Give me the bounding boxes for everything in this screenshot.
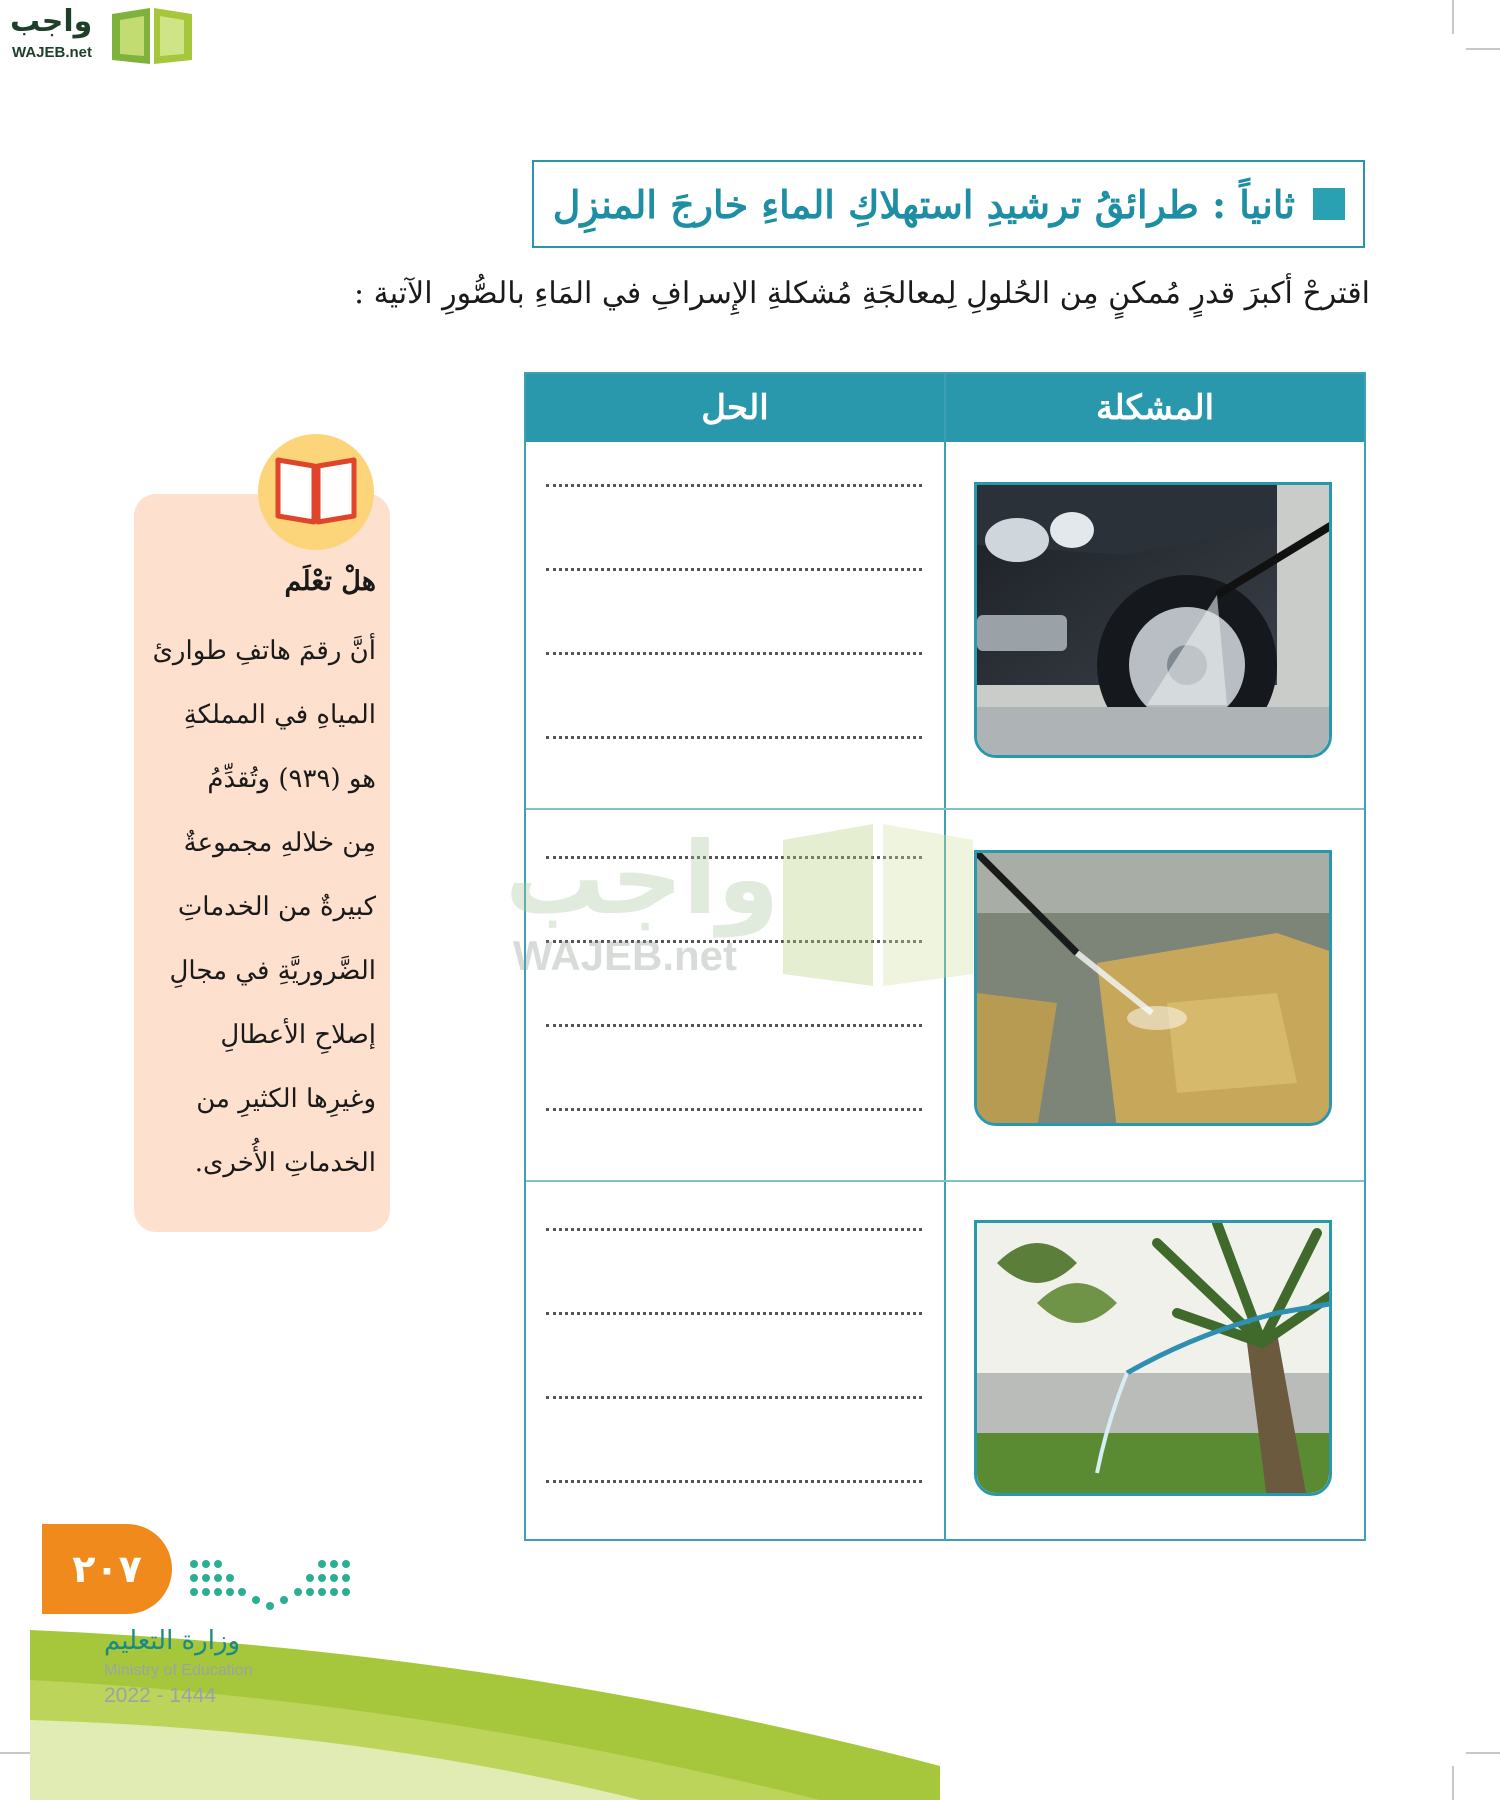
answer-line[interactable] (546, 568, 922, 571)
answer-line[interactable] (546, 1480, 922, 1483)
watermark-arabic: واجب (505, 820, 780, 937)
edition-year: 2022 - 1444 (104, 1684, 217, 1707)
did-you-know-line: كبيرةٌ من الخدماتِ (177, 892, 376, 922)
did-you-know-badge (258, 434, 374, 550)
answer-line[interactable] (546, 1024, 922, 1027)
answer-line[interactable] (546, 1108, 922, 1111)
did-you-know-box (134, 494, 390, 1232)
did-you-know-line: إصلاحِ الأعطالِ (220, 1020, 376, 1050)
row-divider (526, 808, 1364, 810)
pavement-washing-photo (974, 850, 1332, 1126)
did-you-know-line: الخدماتِ الأُخرى. (194, 1148, 376, 1178)
did-you-know-line: الضَّروريَّةِ في مجالِ (169, 956, 376, 986)
watermark-latin: WAJEB.net (513, 932, 738, 979)
header-problem: المشكلة (946, 374, 1364, 442)
page-number: ٢٠٧ (42, 1524, 172, 1614)
answer-line[interactable] (546, 652, 922, 655)
ministry-name-arabic: وزارة التعليم (104, 1626, 241, 1656)
answer-line[interactable] (546, 484, 922, 487)
did-you-know-line: وغيرِها الكثيرِ من (196, 1084, 376, 1114)
did-you-know-title: هلْ تعْلَم (284, 566, 376, 597)
palm-watering-photo (974, 1220, 1332, 1496)
site-logo-latin: WAJEB.net (12, 44, 93, 61)
instruction-text: اقترحْ أكبرَ قدرٍ مُمكنٍ مِن الحُلولِ لِمعالجَةِ مُشكلةِ الإِسرافِ في المَاءِ بالصُّورِ الآتية : (354, 276, 1370, 311)
crop-mark (1466, 48, 1500, 50)
section-title-box (532, 160, 1365, 248)
answer-line[interactable] (546, 1228, 922, 1231)
answer-line[interactable] (546, 1396, 922, 1399)
open-book-icon (272, 454, 360, 526)
book-logo-icon (108, 6, 196, 66)
section-title: ثانياً : طرائقُ ترشيدِ استهلاكِ الماءِ خارجَ المنزِل (552, 181, 1295, 227)
did-you-know-line: المياهِ في المملكةِ (183, 700, 376, 730)
did-you-know-line: أنَّ رقمَ هاتفِ طوارئ (152, 636, 376, 666)
crop-mark (1452, 0, 1454, 34)
ministry-logo-icon (186, 1556, 356, 1614)
did-you-know-line: مِن خلالهِ مجموعةٌ (183, 828, 376, 858)
site-logo-arabic: واجب (10, 4, 93, 39)
answer-line[interactable] (546, 736, 922, 739)
watermark (505, 820, 995, 990)
answer-line[interactable] (546, 1312, 922, 1315)
car-wash-photo (974, 482, 1332, 758)
row-divider (526, 1180, 1364, 1182)
header-solution: الحل (526, 374, 944, 442)
title-square-bullet (1313, 188, 1345, 220)
site-logo[interactable] (8, 4, 198, 68)
did-you-know-line: هو (٩٣٩) وتُقدِّمُ (207, 764, 376, 794)
watermark-book-icon (773, 820, 983, 990)
ministry-name-english: Ministry of Education (104, 1662, 253, 1679)
